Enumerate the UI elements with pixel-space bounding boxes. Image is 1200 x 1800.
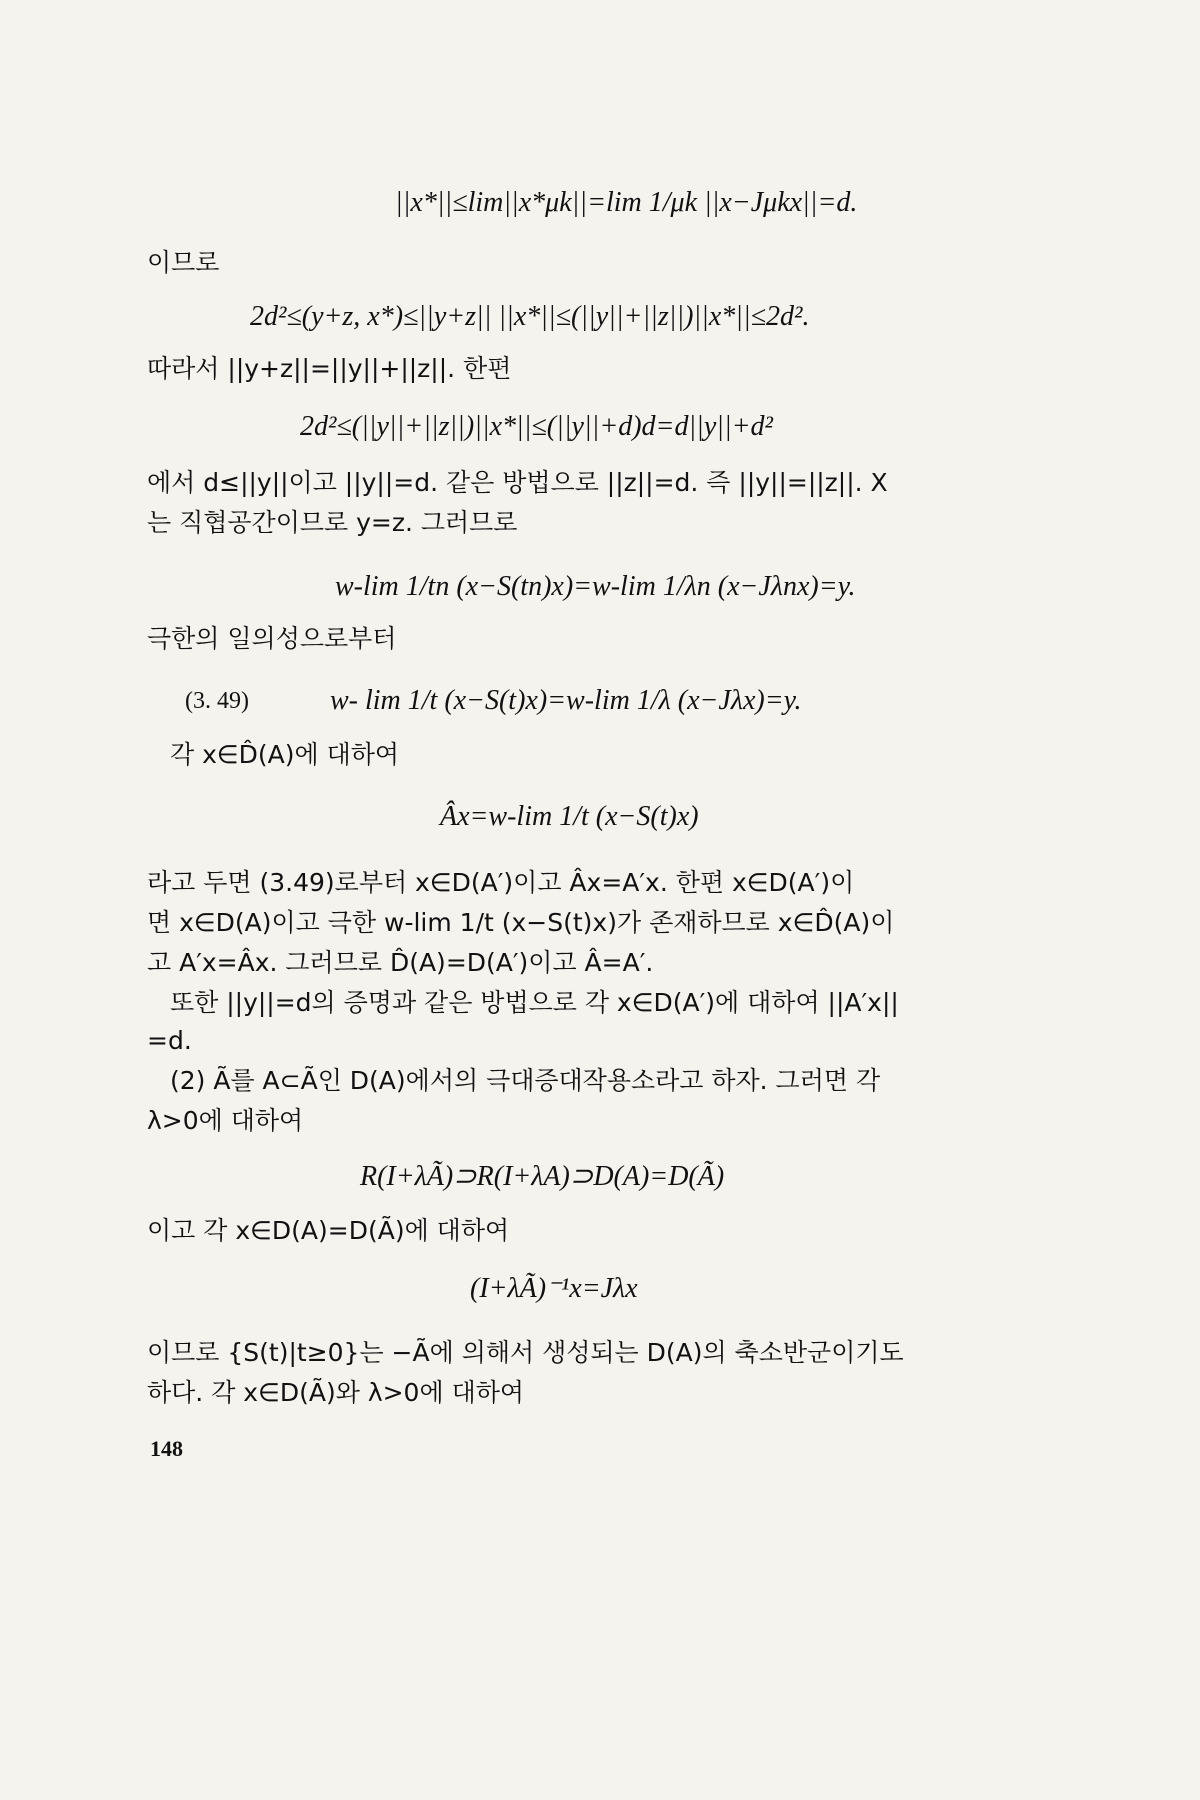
equation-inequality: 2d²≤(||y||+||z||)||x*||≤(||y||+d)d=d||y||+d² bbox=[300, 411, 773, 442]
equation-number: (3. 49) bbox=[185, 688, 249, 714]
equation-inequality: 2d²≤(y+z, x*)≤||y+z|| ||x*||≤(||y||+||z||)||x*||≤2d². bbox=[250, 301, 810, 332]
text-line: 극한의 일의성으로부터 bbox=[147, 624, 397, 653]
text-line: 각 x∈D̂(A)에 대하여 bbox=[170, 740, 400, 769]
text-line: 이므로 {S(t)|t≥0}는 −Ã에 의해서 생성되는 D(A)의 축소반군이기도 bbox=[147, 1338, 904, 1367]
equation-weak-limit: w-lim 1/tn (x−S(tn)x)=w-lim 1/λn (x−Jλnx)=y. bbox=[335, 571, 856, 602]
equation-resolvent: (I+λÃ)⁻¹x=Jλx bbox=[470, 1273, 638, 1304]
text-line: 라고 두면 (3.49)로부터 x∈D(A′)이고 Âx=A′x. 한편 x∈D(A′)이 bbox=[147, 868, 855, 897]
text-line: λ>0에 대하여 bbox=[147, 1106, 304, 1135]
text-line: (2) Ã를 A⊂Ã인 D(A)에서의 극대증대작용소라고 하자. 그러면 각 bbox=[170, 1066, 881, 1095]
text-line: 이므로 bbox=[147, 248, 220, 277]
equation-range: R(I+λÃ)⊃R(I+λA)⊃D(A)=D(Ã) bbox=[360, 1161, 725, 1192]
text-line: 는 직협공간이므로 y=z. 그러므로 bbox=[147, 508, 518, 537]
text-line: 하다. 각 x∈D(Ã)와 λ>0에 대하여 bbox=[147, 1378, 525, 1407]
equation-3-49: w- lim 1/t (x−S(t)x)=w-lim 1/λ (x−Jλx)=y. bbox=[330, 685, 802, 716]
text-line: 따라서 ||y+z||=||y||+||z||. 한편 bbox=[147, 354, 512, 383]
text-line: 고 A′x=Âx. 그러므로 D̂(A)=D(A′)이고 Â=A′. bbox=[147, 948, 654, 977]
text-line: 에서 d≤||y||이고 ||y||=d. 같은 방법으로 ||z||=d. 즉 ||y||=||z||. X bbox=[147, 468, 888, 497]
text-line: 또한 ||y||=d의 증명과 같은 방법으로 각 x∈D(A′)에 대하여 ||A′x|| bbox=[170, 988, 899, 1017]
equation-norm-limit: ||x*||≤lim||x*μk||=lim 1/μk ||x−Jμkx||=d. bbox=[395, 187, 858, 218]
text-line: 이고 각 x∈D(A)=D(Ã)에 대하여 bbox=[147, 1216, 510, 1245]
page-number: 148 bbox=[150, 1436, 183, 1461]
text-line: 면 x∈D(A)이고 극한 w-lim 1/t (x−S(t)x)가 존재하므로 x∈D̂(A)이 bbox=[147, 908, 895, 937]
equation-generator: Âx=w-lim 1/t (x−S(t)x) bbox=[440, 801, 699, 832]
text-line: =d. bbox=[147, 1026, 192, 1055]
